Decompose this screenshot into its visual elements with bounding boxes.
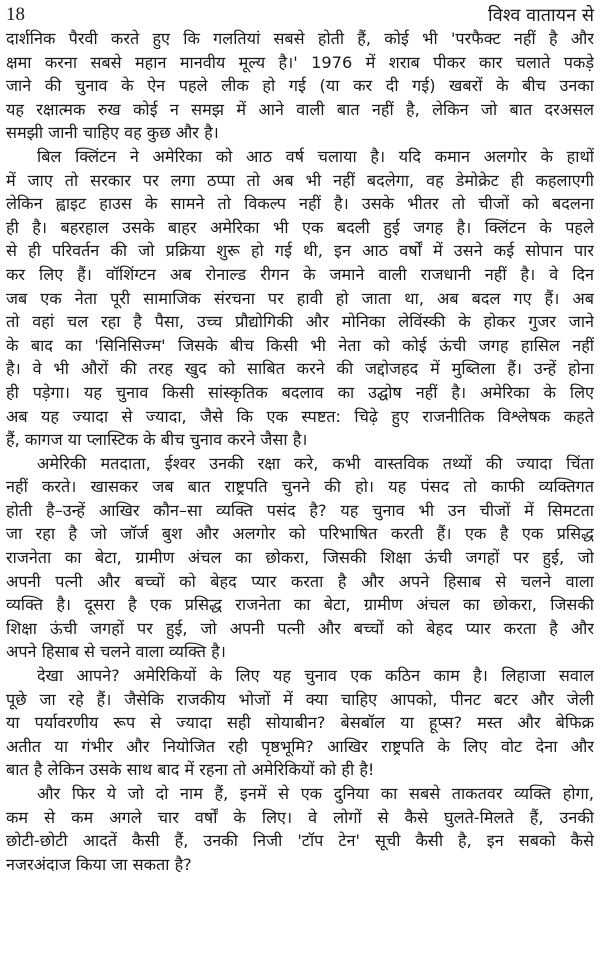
text-line: है। वे भी औरों की तरह खुद को साबित करने की जद्दोजहद में मुब्तिला हैं। उन्हें होना <box>6 359 594 379</box>
text-line: लेकिन ह्वाइट हाउस के सामने तो विकल्प नहीं है। उसके भीतर तो चीजों को बदलना <box>6 194 594 214</box>
text-line: अब यह ज्यादा से ज्यादा, जैसे कि एक स्पष्टत: चिढ़े हुए राजनीतिक विश्लेषक कहते <box>6 406 594 426</box>
page-header <box>6 2 594 28</box>
page-number: 18 <box>6 4 25 25</box>
text-line: क्षमा करना सबसे महान मानवीय मूल्य है।' 1976 में शराब पीकर कार चलाते पकड़े <box>6 52 594 72</box>
text-line: जाने की चुनाव के ऐन पहले लीक हो गई (या कर दी गई) खबरों के बीच उनका <box>6 76 594 96</box>
text-line: या पर्यावरणीय रूप से ज्यादा सही सोयाबीन? बेसबॉल या हूप्स? मस्त और बेफिक्र <box>6 713 594 733</box>
paragraph <box>6 664 594 782</box>
text-line: बिल क्लिंटन ने अमेरिका को आठ वर्ष चलाया है। यदि कमान अलगोर के हाथों <box>37 146 594 166</box>
text-line: नहीं करते। खासकर जब बात राष्ट्रपति चुनने की हो। यह पंसद तो काफी व्यक्तिगत <box>6 477 594 497</box>
text-line: और फिर ये जो दो नाम हैं, इनमें से एक दुनिया का सबसे ताकतवर व्यक्ति होगा, <box>37 784 594 803</box>
text-line: जा रहा है जो जॉर्ज बुश और अलगोर को परिभाषित करती हैं। एक है एक प्रसिद्ध <box>6 524 594 544</box>
text-line: अपने हिसाब से चलने वाला व्यक्ति है। <box>6 642 226 662</box>
text-line: के बाद का 'सिनिसिज्म' जिसके बीच किसी भी नेता को कोई ऊंची जगह हासिल नहीं <box>6 335 594 355</box>
paragraph <box>6 452 594 664</box>
text-line: होती है–उन्हें आखिर कौन–सा व्यक्ति पसंद है? यह चुनाव भी उन चीजों में सिमटता <box>6 500 594 520</box>
paragraph <box>6 782 594 876</box>
text-line: कर लिए हैं। वॉशिंग्टन अब रोनाल्ड रीगन के जमाने वाली राजधानी नहीं है। वे दिन <box>6 264 594 284</box>
text-line: ही है। बहरहाल उसके बाहर अमेरिका भी एक बदली हुई जगह है। क्लिंटन के पहले <box>6 217 594 237</box>
text-line: बात है लेकिन उसके साथ बाद में रहना तो अमेरिकियों को ही है! <box>6 760 375 780</box>
paragraph <box>6 145 594 452</box>
text-line: शिक्षा ऊंची जगहों पर हुई, जो अपनी पत्नी और बच्चों को बेहद प्यार करता है और <box>6 618 594 638</box>
text-line: समझी जानी चाहिए वह कुछ और है। <box>6 123 219 143</box>
page-body <box>6 27 594 876</box>
text-line: कम से कम अगले चार वर्षों के लिए। वे लोगों से कैसे घुलते-मिलते हैं, उनकी <box>6 807 594 827</box>
text-line: दार्शनिक पैरवी करते हुए कि गलतियां सबसे होती हैं, कोई भी 'परफैक्ट नहीं है और <box>6 29 594 48</box>
text-line: अपनी पत्नी और बच्चों को बेहद प्यार करता है और अपने हिसाब से चलने वाला <box>6 571 594 591</box>
text-line: पूछे जा रहे हैं। जैसेकि राजकीय भोजों में क्या चाहिए आपको, पीनट बटर और जेली <box>6 689 594 709</box>
text-line: अमेरिकी मतदाता, ईश्वर उनकी रक्षा करे, कभी वास्तविक तथ्यों की ज्यादा चिंता <box>37 453 594 473</box>
text-line: से ही परिवर्तन की जो प्रक्रिया शुरू हो गई थी, इन आठ वर्षों में उसने कई सोपान पार <box>6 241 594 261</box>
text-line: यह रक्षात्मक रुख कोई न समझ में आने वाली बात नहीं है, लेकिन जो बात दरअसल <box>6 99 594 119</box>
text-line: राजनेता का बेटा, ग्रामीण अंचल का छोकरा, जिसकी शिक्षा ऊंची जगहों पर हुई, जो <box>6 548 594 568</box>
text-line: तो वहां चल रहा है पैसा, उच्च प्रौद्योगिकी और मोनिका लेविंस्की के होकर गुजर जाने <box>6 312 594 332</box>
text-line: ही पड़ेगा। यह चुनाव किसी सांस्कृतिक बदलाव का उद्घोष नहीं है। अमेरिका के लिए <box>6 382 594 402</box>
text-line: व्यक्ति है। दूसरा है एक प्रसिद्ध राजनेता का बेटा, ग्रामीण अंचल का छोकरा, जिसकी <box>6 595 594 615</box>
text-line: छोटी-छोटी आदतें कैसी हैं, उनकी निजी 'टॉप टेन' सूची कैसी है, इन सबको कैसे <box>6 831 594 851</box>
text-line: देखा आपने? अमेरिकियों के लिए यह चुनाव एक कठिन काम है। लिहाजा सवाल <box>37 666 594 686</box>
paragraph <box>6 27 594 145</box>
text-line: नजरअंदाज किया जा सकता है? <box>6 854 192 874</box>
running-title: विश्व वातायन से <box>488 5 594 26</box>
text-line: अतीत या गंभीर और नियोजित रही पृष्ठभूमि? आखिर राष्ट्रपति के लिए वोट देना और <box>6 736 594 756</box>
text-line: में जाए तो सरकार पर लगा ठप्पा तो अब भी नहीं बदलेगा, वह डेमोक्रेट ही कहलाएगी <box>6 170 594 190</box>
text-line: हैं, कागज या प्लास्टिक के बीच चुनाव करने जैसा है। <box>6 430 308 450</box>
text-line: जब एक नेता पूरी सामाजिक संरचना पर हावी हो जाता था, अब बदल गए हैं। अब <box>6 288 594 308</box>
